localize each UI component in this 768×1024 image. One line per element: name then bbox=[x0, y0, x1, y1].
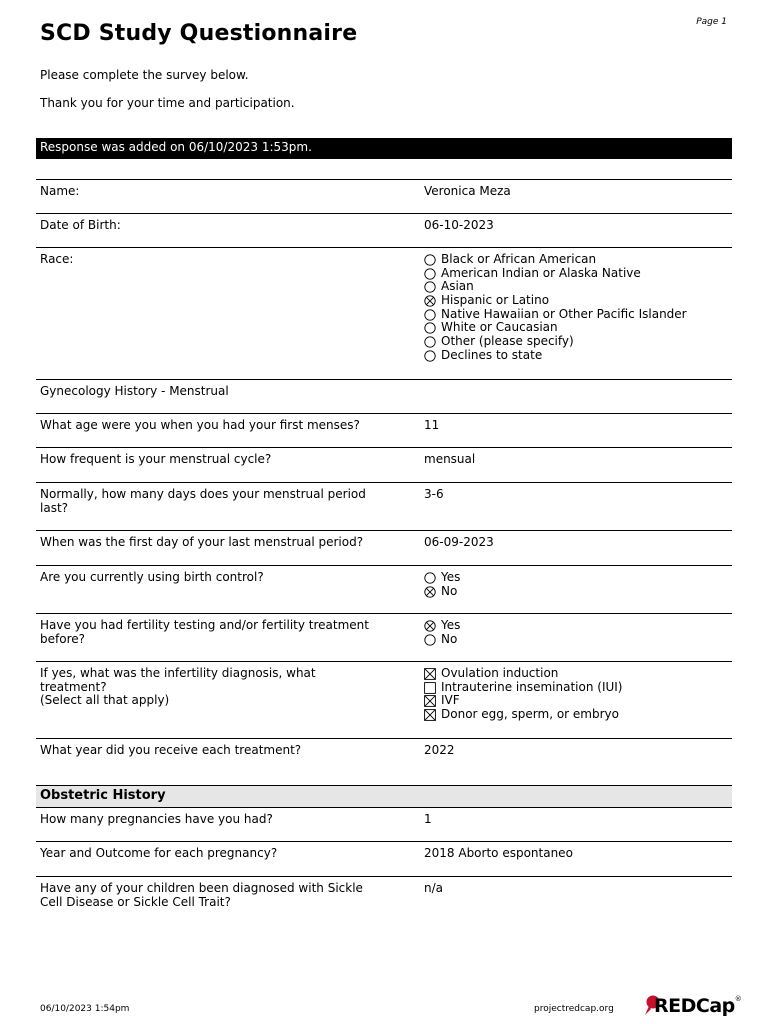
radio-icon[interactable] bbox=[424, 620, 437, 632]
birth-control-option[interactable] bbox=[424, 585, 724, 599]
option-label: Donor egg, sperm, or embryo bbox=[441, 707, 619, 722]
race-option[interactable] bbox=[424, 321, 724, 335]
option-label: Asian bbox=[441, 279, 474, 294]
row-race bbox=[36, 247, 732, 379]
radio-icon[interactable] bbox=[424, 336, 437, 348]
radio-icon[interactable] bbox=[424, 350, 437, 362]
question-note: (Select all that apply) bbox=[40, 693, 170, 708]
option-label: No bbox=[441, 631, 458, 646]
infertility-option[interactable] bbox=[424, 708, 724, 722]
row-infertility-treatment bbox=[36, 661, 732, 738]
answer-value: 1 bbox=[424, 812, 432, 826]
answer-value: mensual bbox=[424, 452, 476, 466]
answer-value: 2022 bbox=[424, 743, 455, 757]
question-label: Gynecology History - Menstrual bbox=[40, 384, 229, 398]
page-number: Page 1 bbox=[696, 17, 727, 27]
section-header-obstetric: Obstetric History bbox=[36, 785, 732, 807]
birth-control-options bbox=[424, 571, 724, 598]
race-option[interactable] bbox=[424, 294, 724, 308]
row-fertility-testing bbox=[36, 613, 732, 661]
answer-value: 11 bbox=[424, 418, 440, 432]
answer-value: 06-10-2023 bbox=[424, 218, 494, 232]
intro-text: Please complete the survey below. bbox=[40, 68, 249, 82]
logo-registered-mark: ® bbox=[734, 995, 742, 1003]
option-label: No bbox=[441, 583, 458, 598]
race-option[interactable] bbox=[424, 280, 724, 294]
row-name bbox=[36, 179, 732, 213]
question-label: How frequent is your menstrual cycle? bbox=[40, 452, 272, 466]
row-pregnancy-outcome bbox=[36, 841, 732, 876]
option-label: Black or African American bbox=[441, 252, 597, 267]
question-label bbox=[40, 667, 370, 708]
option-label: American Indian or Alaska Native bbox=[441, 265, 641, 280]
radio-icon[interactable] bbox=[424, 254, 437, 266]
redcap-logo bbox=[643, 994, 742, 1020]
race-options bbox=[424, 253, 724, 363]
question-label: Normally, how many days does your menstrual period last? bbox=[40, 487, 366, 515]
race-option[interactable] bbox=[424, 308, 724, 322]
row-sickle-cell bbox=[36, 876, 732, 916]
option-label: White or Caucasian bbox=[441, 320, 558, 335]
option-label: Native Hawaiian or Other Pacific Islander bbox=[441, 306, 687, 321]
row-last-period bbox=[36, 530, 732, 565]
radio-icon[interactable] bbox=[424, 268, 437, 280]
answer-value: 06-09-2023 bbox=[424, 535, 494, 549]
row-first-menses bbox=[36, 413, 732, 447]
intro-thanks-text: Thank you for your time and participation. bbox=[40, 96, 295, 110]
race-option[interactable] bbox=[424, 253, 724, 267]
logo-word: REDCap bbox=[654, 995, 735, 1017]
question-text: If yes, what was the infertility diagnosis, what treatment? bbox=[40, 666, 316, 694]
row-gynecology-header bbox=[36, 379, 732, 413]
footer-timestamp: 06/10/2023 1:54pm bbox=[40, 1004, 130, 1014]
row-birth-control bbox=[36, 565, 732, 613]
infertility-option[interactable] bbox=[424, 694, 724, 708]
fertility-options bbox=[424, 619, 724, 646]
radio-icon[interactable] bbox=[424, 572, 437, 584]
infertility-options bbox=[424, 667, 724, 722]
option-label: Yes bbox=[441, 618, 461, 633]
row-pregnancies bbox=[36, 807, 732, 841]
row-menstrual-cycle bbox=[36, 447, 732, 482]
question-label: When was the first day of your last menstrual period? bbox=[40, 535, 364, 549]
option-label: Yes bbox=[441, 570, 461, 585]
option-label: Ovulation induction bbox=[441, 666, 559, 681]
infertility-option[interactable] bbox=[424, 681, 724, 695]
option-label: Declines to state bbox=[441, 347, 543, 362]
infertility-option[interactable] bbox=[424, 667, 724, 681]
page-title: SCD Study Questionnaire bbox=[40, 21, 358, 46]
radio-icon[interactable] bbox=[424, 322, 437, 334]
row-date-of-birth bbox=[36, 213, 732, 247]
option-label: Intrauterine insemination (IUI) bbox=[441, 679, 623, 694]
question-label: Race: bbox=[40, 252, 74, 266]
question-label: How many pregnancies have you had? bbox=[40, 812, 273, 826]
checkbox-icon[interactable] bbox=[424, 709, 437, 721]
answer-value: Veronica Meza bbox=[424, 184, 511, 198]
response-banner: Response was added on 06/10/2023 1:53pm. bbox=[36, 138, 732, 159]
question-label: Have you had fertility testing and/or fertility treatment before? bbox=[40, 618, 369, 646]
race-option[interactable] bbox=[424, 349, 724, 363]
radio-icon[interactable] bbox=[424, 586, 437, 598]
answer-value: 3-6 bbox=[424, 487, 444, 501]
question-label: Name: bbox=[40, 184, 80, 198]
footer-site-link[interactable]: projectredcap.org bbox=[534, 1004, 614, 1014]
checkbox-icon[interactable] bbox=[424, 682, 437, 694]
option-label: IVF bbox=[441, 693, 460, 708]
fertility-option[interactable] bbox=[424, 633, 724, 647]
answer-value: 2018 Aborto espontaneo bbox=[424, 846, 573, 860]
fertility-option[interactable] bbox=[424, 619, 724, 633]
race-option[interactable] bbox=[424, 335, 724, 349]
logo-text bbox=[654, 995, 741, 1017]
option-label: Hispanic or Latino bbox=[441, 293, 550, 308]
question-label: What year did you receive each treatment? bbox=[40, 743, 302, 757]
row-treatment-year bbox=[36, 738, 732, 785]
checkbox-icon[interactable] bbox=[424, 668, 437, 680]
question-label: Year and Outcome for each pregnancy? bbox=[40, 846, 278, 860]
radio-icon[interactable] bbox=[424, 295, 437, 307]
question-label: Date of Birth: bbox=[40, 218, 121, 232]
row-period-days bbox=[36, 482, 732, 530]
race-option[interactable] bbox=[424, 267, 724, 281]
answer-value: n/a bbox=[424, 881, 444, 895]
question-label: Have any of your children been diagnosed with Sickle Cell Disease or Sickle Cell Trait? bbox=[40, 881, 363, 909]
radio-icon[interactable] bbox=[424, 309, 437, 321]
radio-icon[interactable] bbox=[424, 634, 437, 646]
option-label: Other (please specify) bbox=[441, 334, 574, 349]
birth-control-option[interactable] bbox=[424, 571, 724, 585]
question-label: What age were you when you had your first menses? bbox=[40, 418, 360, 432]
radio-icon[interactable] bbox=[424, 281, 437, 293]
checkbox-icon[interactable] bbox=[424, 695, 437, 707]
question-label: Are you currently using birth control? bbox=[40, 570, 264, 584]
